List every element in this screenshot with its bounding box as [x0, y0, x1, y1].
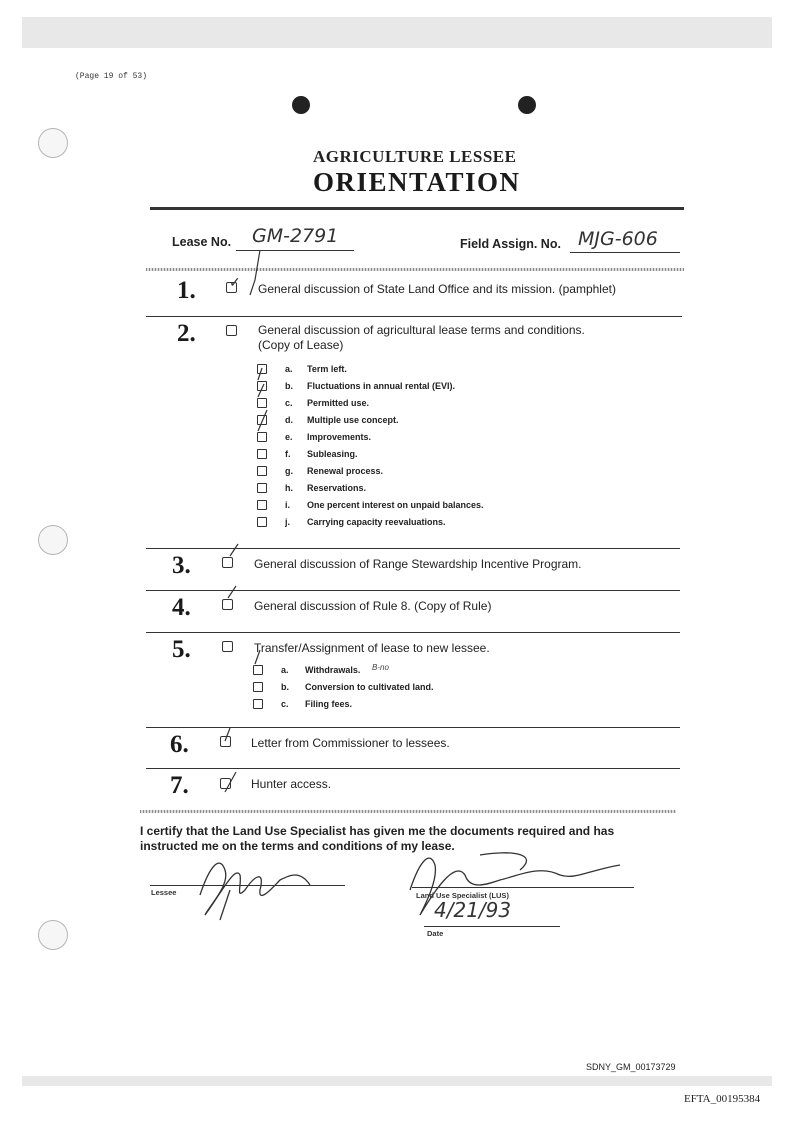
- title-rule: [150, 207, 684, 210]
- sub-text-b: Fluctuations in annual rental (EVI).: [307, 381, 456, 391]
- bates-number: SDNY_GM_00173729: [586, 1062, 676, 1072]
- date-label: Date: [427, 929, 444, 938]
- lease-no-value: GM-2791: [252, 225, 339, 247]
- certify-line1: I certify that the Land Use Specialist has given me the documents required and has: [140, 824, 615, 838]
- certify-line2: instructed me on the terms and conditions of my lease.: [140, 839, 455, 853]
- sub-letter-b: b.: [285, 381, 293, 391]
- lus-line: [412, 887, 634, 888]
- check-icon-s2b: [258, 384, 264, 397]
- sub-text-j: Carrying capacity reevaluations.: [307, 517, 446, 527]
- lus-label: Land Use Specialist (LUS): [416, 891, 509, 900]
- check-icon-s4: [228, 586, 236, 598]
- scan-bottom-bar: [22, 1076, 772, 1086]
- sub-letter-c: c.: [285, 398, 293, 408]
- sub-letter-h: h.: [285, 483, 293, 493]
- sub-letter-g: g.: [285, 466, 293, 476]
- field-assign-label: Field Assign. No.: [460, 237, 561, 251]
- punch-hole-middle: [38, 525, 68, 555]
- section-4-number: 4.: [172, 594, 191, 621]
- title-line2: ORIENTATION: [313, 167, 521, 197]
- check-icon-s5a: [255, 650, 260, 664]
- check-icon-s2a: [258, 368, 262, 380]
- dotted-rule-bottom: [140, 810, 676, 813]
- sub5-text-b: Conversion to cultivated land.: [305, 682, 434, 692]
- sub-text-f: Subleasing.: [307, 449, 358, 459]
- date-line: [424, 926, 560, 927]
- sub5-note: B-no: [372, 663, 389, 672]
- check-icon-s3: [230, 544, 238, 556]
- section-5-text: Transfer/Assignment of lease to new lessee.: [254, 641, 490, 655]
- efta-number: EFTA_00195384: [684, 1093, 761, 1105]
- lessee-signature: [200, 863, 310, 915]
- sub-text-a: Term left.: [307, 364, 347, 374]
- sub-text-h: Reservations.: [307, 483, 367, 493]
- section-2-number: 2.: [177, 320, 196, 347]
- check-icon-s2d: [258, 410, 267, 431]
- section-1-number: 1.: [177, 277, 196, 304]
- sub5-text-c: Filing fees.: [305, 699, 353, 709]
- sub-letter-f: f.: [285, 449, 291, 459]
- sub-letter-e: e.: [285, 432, 293, 442]
- sub-text-i: One percent interest on unpaid balances.: [307, 500, 484, 510]
- section-1-text: General discussion of State Land Office and its mission. (pamphlet): [258, 282, 616, 296]
- lessee-line: [150, 885, 345, 886]
- lessee-label: Lessee: [151, 888, 177, 897]
- check-icon-s6: [225, 728, 230, 741]
- title-line1: AGRICULTURE LESSEE: [313, 147, 517, 166]
- date-value: 4/21/93: [434, 898, 512, 922]
- punch-hole-bottom: [38, 920, 68, 950]
- section-3-number: 3.: [172, 552, 191, 579]
- binder-dot-left: [292, 96, 310, 114]
- sub-text-e: Improvements.: [307, 432, 372, 442]
- check-icon-s1: [250, 250, 260, 295]
- sub5-text-a: Withdrawals.: [305, 665, 361, 675]
- sub-letter-j: j.: [285, 517, 291, 527]
- section-7-text: Hunter access.: [251, 777, 332, 791]
- punch-hole-top: [38, 128, 68, 158]
- section-2-text-line1: General discussion of agricultural lease terms and conditions.: [258, 323, 585, 337]
- sub5-letter-b: b.: [281, 682, 289, 692]
- section-4-text: General discussion of Rule 8. (Copy of Rule): [254, 599, 492, 613]
- section-6-text: Letter from Commissioner to lessees.: [251, 736, 450, 750]
- scan-top-bar: [22, 17, 772, 48]
- sub5-letter-a: a.: [281, 665, 289, 675]
- sub-letter-a: a.: [285, 364, 293, 374]
- lease-no-label: Lease No.: [172, 235, 232, 249]
- sub5-letter-c: c.: [281, 699, 289, 709]
- section-2-text-line2: (Copy of Lease): [258, 338, 344, 352]
- section-5-number: 5.: [172, 636, 191, 663]
- check-mark-icon: ✓: [229, 274, 241, 290]
- check-icon-s7: [225, 772, 236, 792]
- section-6-number: 6.: [170, 731, 189, 758]
- sub-letter-d: d.: [285, 415, 293, 425]
- field-assign-value: MJG-606: [578, 228, 658, 250]
- binder-dot-right: [518, 96, 536, 114]
- section-7-number: 7.: [170, 772, 189, 799]
- section-3-text: General discussion of Range Stewardship Incentive Program.: [254, 557, 582, 571]
- sub-letter-i: i.: [285, 500, 291, 510]
- sub-text-d: Multiple use concept.: [307, 415, 399, 425]
- page-number: (Page 19 of 53): [75, 72, 148, 81]
- sub-text-g: Renewal process.: [307, 466, 384, 476]
- handwritten-checks: [150, 240, 650, 800]
- sub-text-c: Permitted use.: [307, 398, 370, 408]
